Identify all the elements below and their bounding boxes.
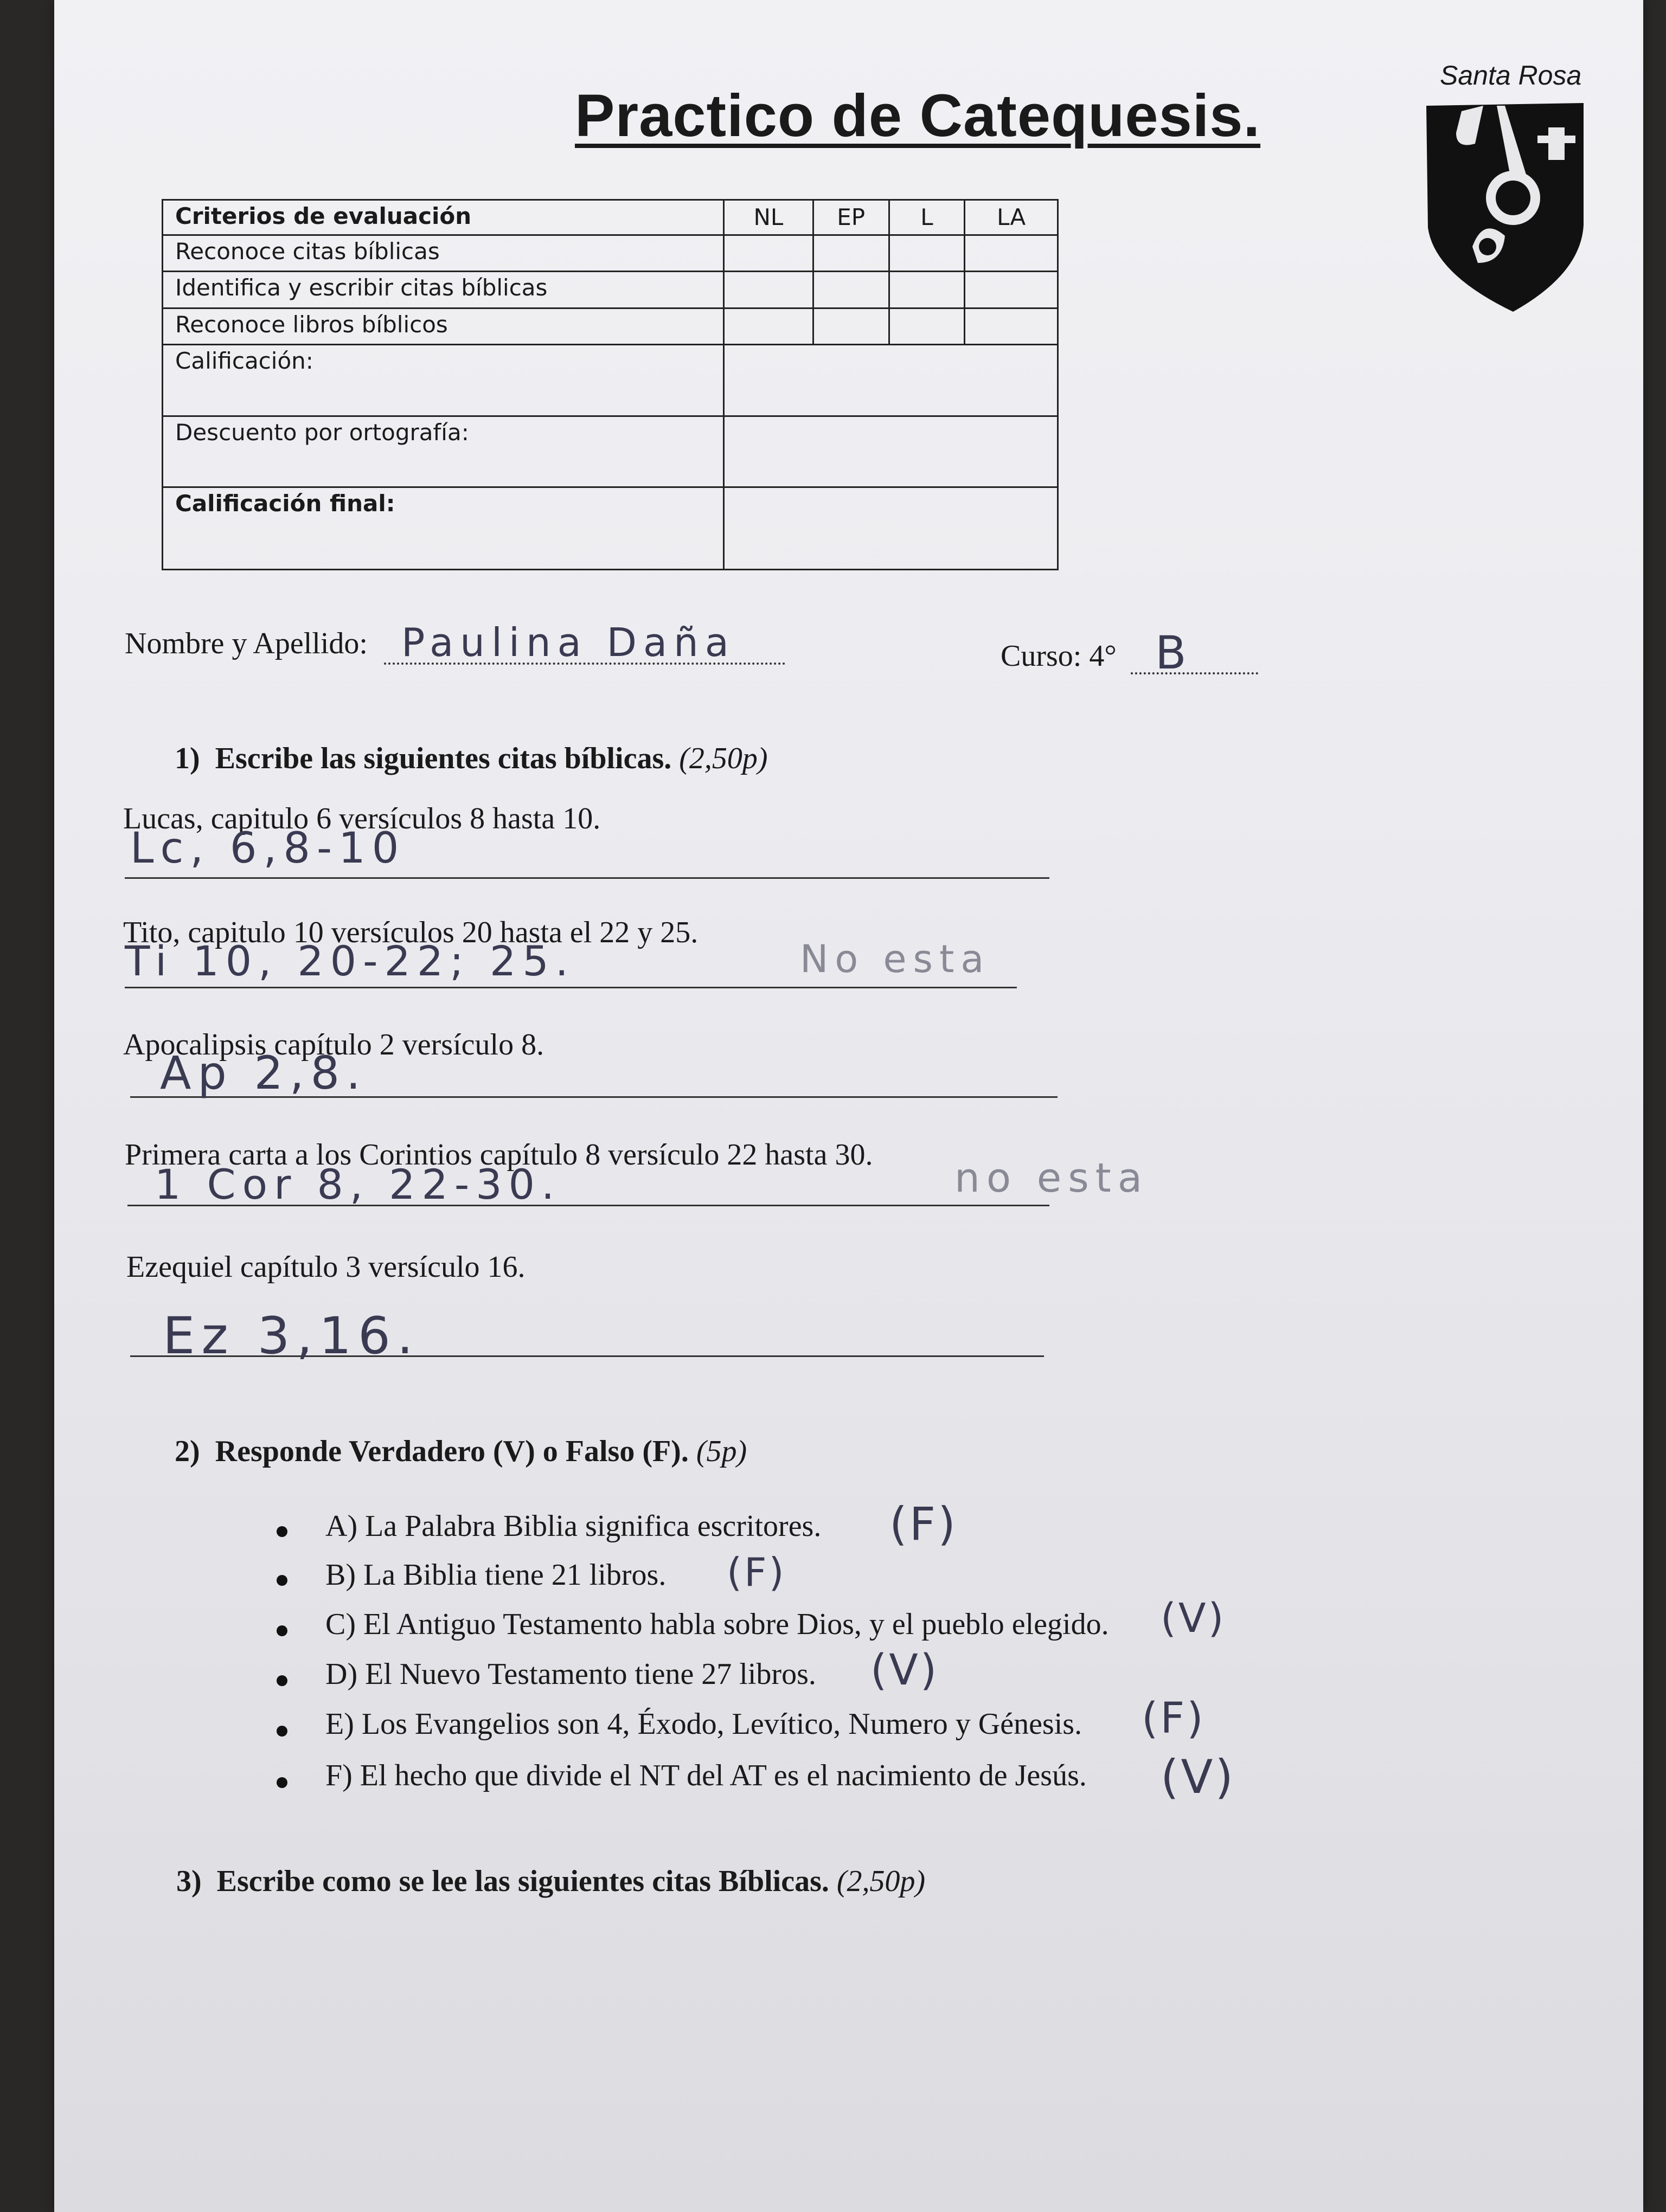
statement-text: D) El Nuevo Testamento tiene 27 libros. xyxy=(325,1657,816,1691)
page-title: Practico de Catequesis. xyxy=(575,82,1261,149)
true-false-answer[interactable]: (F) xyxy=(889,1497,958,1551)
final-grade-label: Calificación final: xyxy=(163,487,724,570)
bullet xyxy=(277,1625,287,1636)
section1-title: Escribe las siguientes citas bíblicas. xyxy=(215,742,672,775)
worksheet-page xyxy=(54,0,1643,2212)
grade-cell[interactable] xyxy=(889,308,965,345)
citation-prompt: Apocalipsis capítulo 2 versículo 8. xyxy=(123,1028,544,1062)
true-false-answer[interactable]: (F) xyxy=(1142,1694,1206,1743)
citation-prompt: Primera carta a los Corintios capítulo 8 versículo 22 hasta 30. xyxy=(125,1138,873,1172)
statement-text: C) El Antiguo Testamento habla sobre Dios, y el pueblo elegido. xyxy=(325,1607,1109,1641)
statement-text: E) Los Evangelios son 4, Éxodo, Levítico, Numero y Génesis. xyxy=(325,1707,1082,1741)
table-row xyxy=(163,416,1058,487)
criteria-header: Criterios de evaluación xyxy=(163,200,724,235)
section3-number: 3) xyxy=(176,1864,202,1898)
citation-prompt: Ezequiel capítulo 3 versículo 16. xyxy=(126,1250,526,1284)
citation-answer-field[interactable]: Ez 3,16. xyxy=(163,1307,420,1366)
bullet xyxy=(277,1726,287,1737)
table-row xyxy=(163,345,1058,416)
grade-label: Calificación: xyxy=(163,345,724,416)
section2-heading xyxy=(175,1434,747,1469)
grade-cell[interactable] xyxy=(889,235,965,271)
table-row xyxy=(163,487,1058,570)
criterion-label: Identifica y escribir citas bíblicas xyxy=(163,271,724,308)
course-field[interactable]: B xyxy=(1155,626,1193,679)
section1-heading xyxy=(175,741,768,776)
course-label: Curso: 4° xyxy=(1001,639,1117,673)
section3-title: Escribe como se lee las siguientes citas Bíblicas. xyxy=(216,1864,829,1898)
true-false-answer[interactable]: (V) xyxy=(1161,1750,1235,1804)
evaluation-criteria-table xyxy=(162,199,1059,570)
table-row xyxy=(163,271,1058,308)
course-line xyxy=(1131,672,1258,674)
citation-answer-field[interactable]: 1 Cor 8, 22-30. xyxy=(155,1160,561,1208)
citation-prompt: Tito, capitulo 10 versículos 20 hasta el 22 y 25. xyxy=(123,916,699,949)
grade-cell[interactable] xyxy=(889,271,965,308)
criterion-label: Reconoce citas bíblicas xyxy=(163,235,724,271)
true-false-answer[interactable]: (F) xyxy=(727,1549,786,1595)
bullet xyxy=(277,1777,287,1788)
section1-number: 1) xyxy=(175,742,200,775)
true-false-answer[interactable]: (V) xyxy=(1161,1595,1226,1642)
section2-title: Responde Verdadero (V) o Falso (F). xyxy=(215,1435,689,1468)
criterion-label: Reconoce libros bíblicos xyxy=(163,308,724,345)
spelling-discount-label: Descuento por ortografía: xyxy=(163,416,724,487)
student-name-field[interactable]: Paulina Daña xyxy=(401,620,735,665)
grade-cell[interactable] xyxy=(813,235,889,271)
section3-heading xyxy=(176,1864,925,1899)
bullet xyxy=(277,1675,287,1686)
citation-answer-field[interactable]: Ap 2,8. xyxy=(160,1046,367,1099)
school-crest-icon xyxy=(1424,100,1586,314)
column-nl: NL xyxy=(724,200,813,235)
teacher-note: No esta xyxy=(800,937,991,981)
grade-cell[interactable] xyxy=(724,235,813,271)
bullet xyxy=(277,1575,287,1586)
final-grade-cell[interactable] xyxy=(724,487,1058,570)
grade-cell[interactable] xyxy=(813,308,889,345)
citation-answer-field[interactable]: Ti 10, 20-22; 25. xyxy=(125,937,575,985)
table-row xyxy=(163,235,1058,271)
table-header-row xyxy=(163,200,1058,235)
table-row xyxy=(163,308,1058,345)
answer-line xyxy=(125,987,1017,988)
true-false-answer[interactable]: (V) xyxy=(870,1646,939,1695)
answer-line xyxy=(125,877,1049,879)
grade-cell[interactable] xyxy=(965,271,1058,308)
section2-points: (5p) xyxy=(696,1435,747,1468)
bullet xyxy=(277,1526,287,1537)
section3-points: (2,50p) xyxy=(836,1864,926,1898)
grade-cell[interactable] xyxy=(724,271,813,308)
school-name: Santa Rosa xyxy=(1440,60,1582,91)
grade-cell[interactable] xyxy=(813,271,889,308)
spelling-discount-cell[interactable] xyxy=(724,416,1058,487)
grade-cell[interactable] xyxy=(965,235,1058,271)
citation-answer-field[interactable]: Lc, 6,8-10 xyxy=(130,824,406,873)
grade-cell[interactable] xyxy=(724,308,813,345)
column-l: L xyxy=(889,200,965,235)
column-ep: EP xyxy=(813,200,889,235)
teacher-note: no esta xyxy=(954,1155,1149,1201)
statement-text: B) La Biblia tiene 21 libros. xyxy=(325,1558,667,1592)
name-label: Nombre y Apellido: xyxy=(125,627,368,660)
statement-text: F) El hecho que divide el NT del AT es el nacimiento de Jesús. xyxy=(325,1759,1087,1792)
grade-value-cell[interactable] xyxy=(724,345,1058,416)
section2-number: 2) xyxy=(175,1435,200,1468)
grade-cell[interactable] xyxy=(965,308,1058,345)
section1-points: (2,50p) xyxy=(679,742,768,775)
column-la: LA xyxy=(965,200,1058,235)
citation-prompt: Lucas, capitulo 6 versículos 8 hasta 10. xyxy=(123,802,601,835)
statement-text: A) La Palabra Biblia significa escritores. xyxy=(325,1509,822,1543)
